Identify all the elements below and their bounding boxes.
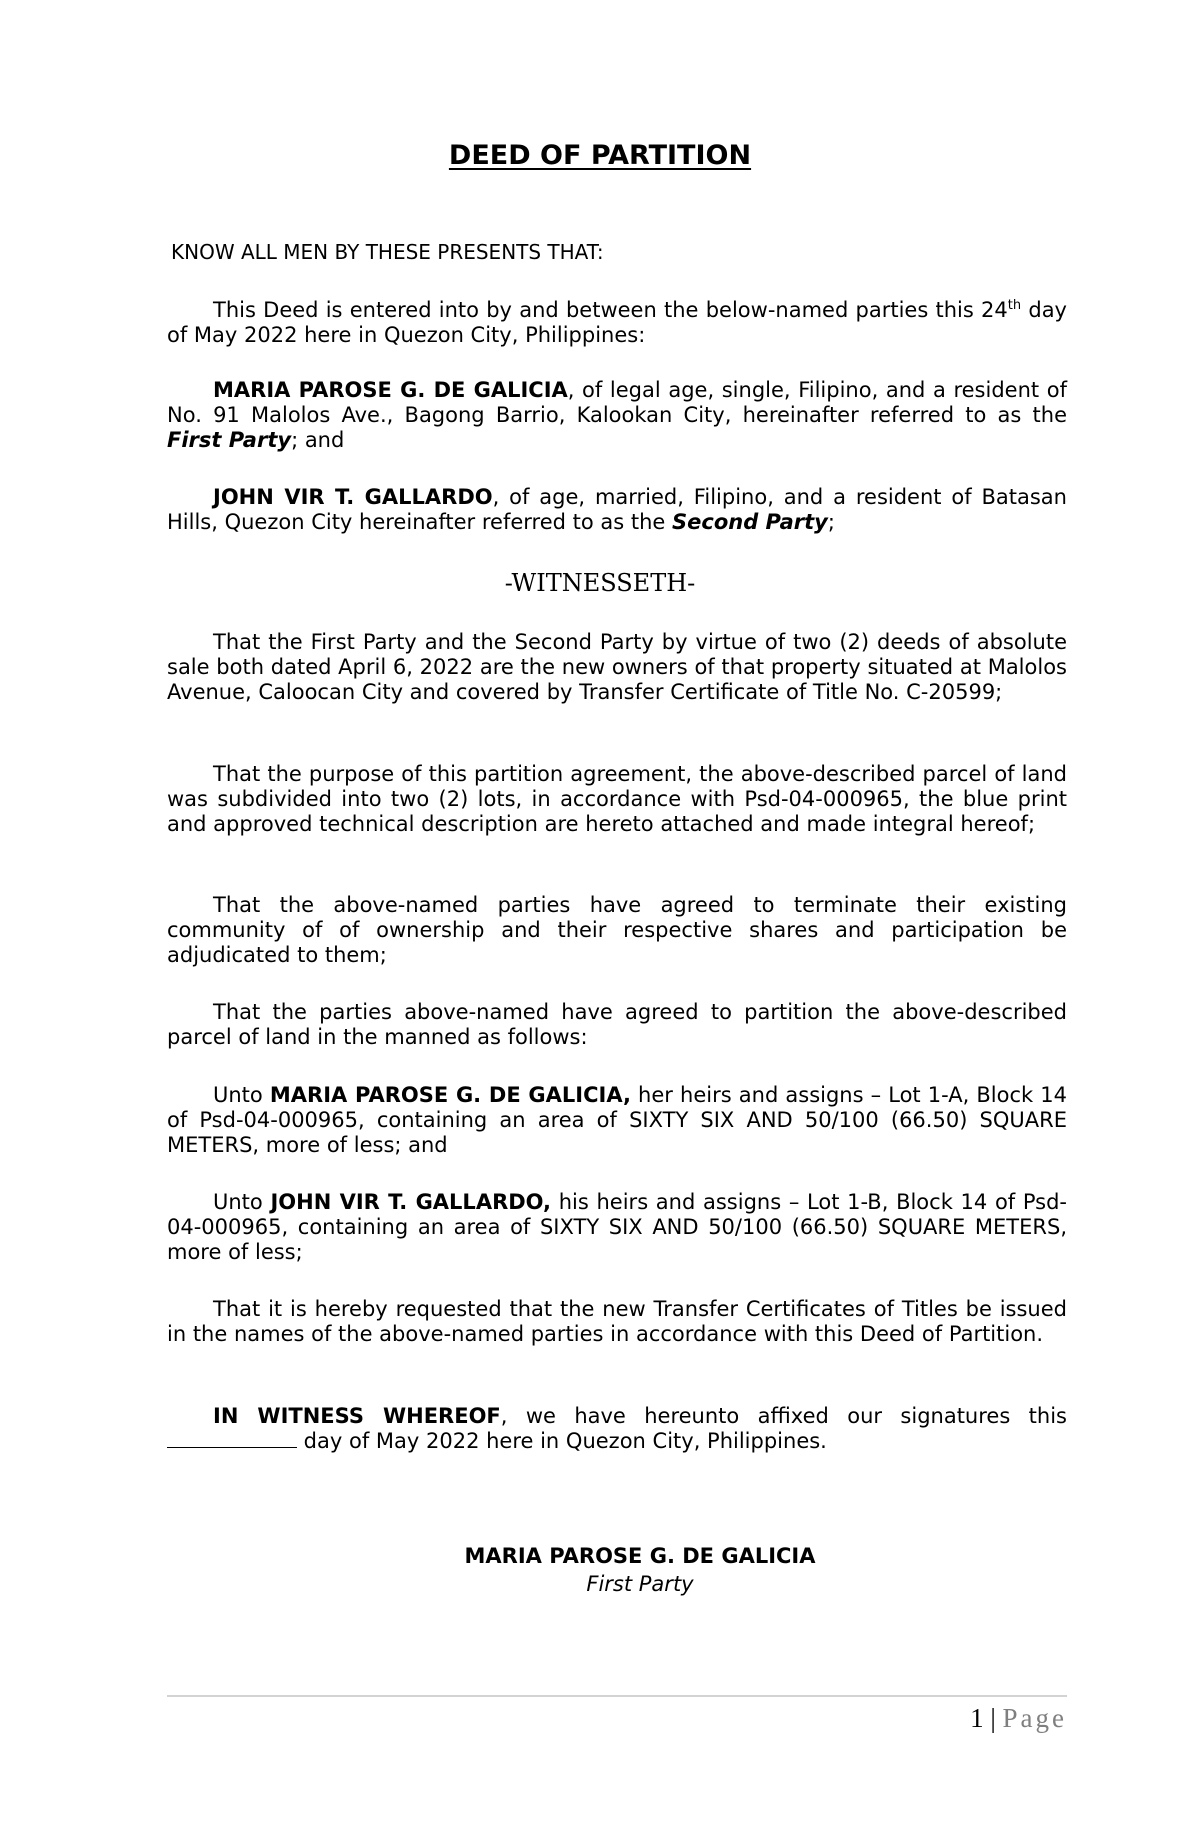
unto-second-name: JOHN VIR T. GALLARDO, — [270, 1190, 552, 1214]
partition-paragraph: That the parties above-named have agreed to partition the above-described parcel of land in the manned as follows: — [167, 1000, 1067, 1049]
in-witness-end: day of May 2022 here in Quezon City, Philippines. — [297, 1429, 827, 1453]
page-word: Page — [1002, 1703, 1067, 1733]
first-party-name: MARIA PAROSE G. DE GALICIA — [213, 378, 568, 402]
footer-divider — [167, 1695, 1067, 1697]
first-party-label: First Party — [167, 428, 292, 452]
sale-paragraph: That the First Party and the Second Party by virtue of two (2) deeds of absolute sale both dated April 6, 2022 are the new owners of that property situated at Malolos Avenue, Caloocan City and covered by Transfer Certificate of Title No. C-20599; — [167, 630, 1067, 704]
signatory-role: First Party — [586, 1572, 694, 1596]
in-witness-bold: IN WITNESS WHEREOF — [213, 1404, 501, 1428]
page-number — [970, 1702, 1067, 1734]
in-witness-paragraph — [167, 1404, 1067, 1454]
second-party-label: Second Party — [672, 510, 828, 534]
request-paragraph: That it is hereby requested that the new Transfer Certificates of Titles be issued in the names of the above-named parties in accordance with this Deed of Partition. — [167, 1297, 1067, 1346]
signatory-name: MARIA PAROSE G. DE GALICIA — [464, 1544, 816, 1568]
first-party-text: , of legal age, single, Filipino, and a resident of No. 91 Malolos Ave., Bagong Barrio, Kalookan City, hereinafter referred to as the — [167, 378, 1067, 427]
second-party-end: ; — [827, 510, 835, 534]
unto-first-paragraph — [167, 1083, 1067, 1158]
second-party-name: JOHN VIR T. GALLARDO — [213, 485, 493, 509]
unto-second-paragraph — [167, 1190, 1067, 1265]
unto-second-text: his heirs and assigns – Lot 1-B, Block 14 of Psd-04-000965, containing an area of SIXTY SIX AND 50/100 (66.50) SQUARE METERS, more of less; — [167, 1190, 1068, 1264]
unto-second-pre: Unto — [213, 1190, 271, 1214]
signature-date-blank — [167, 1429, 297, 1448]
second-party-paragraph — [167, 485, 1067, 535]
preamble: KNOW ALL MEN BY THESE PRESENTS THAT: — [171, 240, 604, 264]
page-number-value: 1 — [970, 1703, 984, 1733]
ordinal-suffix: th — [1007, 298, 1022, 313]
unto-first-name: MARIA PAROSE G. DE GALICIA, — [269, 1083, 631, 1107]
intro-paragraph — [167, 298, 1067, 348]
page-title: DEED OF PARTITION — [448, 140, 752, 171]
first-party-paragraph — [167, 378, 1067, 453]
intro-text-end: day of May 2022 here in Quezon City, Philippines: — [167, 298, 1067, 347]
first-party-end: ; and — [291, 428, 345, 452]
in-witness-text: , we have hereunto affixed our signatures this — [500, 1404, 1067, 1428]
page-number-separator: | — [990, 1703, 996, 1733]
unto-first-pre: Unto — [213, 1083, 270, 1107]
terminate-paragraph: That the above-named parties have agreed to terminate their existing community of of ownership and their respective shares and participation be adjudicated to them; — [167, 893, 1067, 967]
unto-first-text: her heirs and assigns – Lot 1-A, Block 14 of Psd-04-000965, containing an area of SIXTY SIX AND 50/100 (66.50) SQUARE METERS, more of less; and — [167, 1083, 1068, 1157]
second-party-text: , of age, married, Filipino, and a resident of Batasan Hills, Quezon City hereinafter referred to as the — [167, 485, 1067, 534]
intro-text: This Deed is entered into by and between the below-named parties this 24 — [213, 298, 1008, 322]
witnesseth-heading: -WITNESSETH- — [504, 569, 696, 597]
purpose-paragraph: That the purpose of this partition agreement, the above-described parcel of land was subdivided into two (2) lots, in accordance with Psd-04-000965, the blue print and approved technical description are hereto attached and made integral hereof; — [167, 762, 1067, 836]
